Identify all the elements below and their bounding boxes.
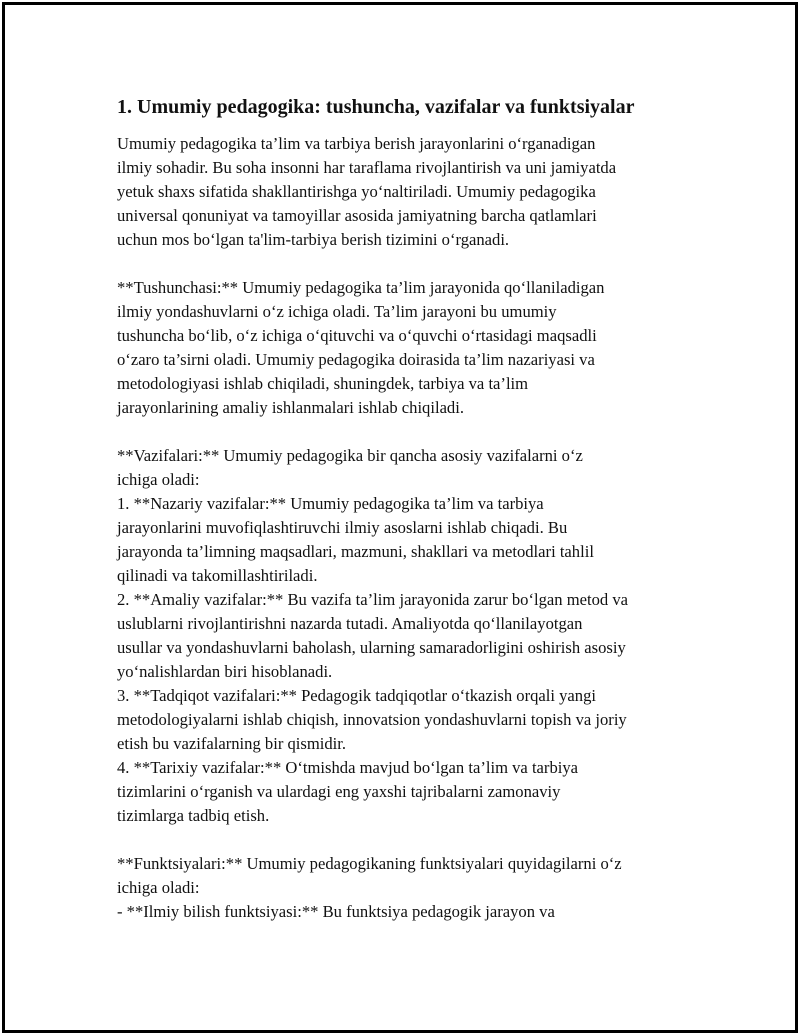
text-line: yetuk shaxs sifatida shakllantirishga yo‘naltiriladi. Umumiy pedagogika [117,182,596,201]
text-line: ichiga oladi: [117,878,200,897]
vazifalari-paragraph [117,444,702,828]
intro-paragraph [117,132,702,252]
text-line: Umumiy pedagogika ta’lim va tarbiya berish jarayonlarini o‘rganadigan [117,134,596,153]
text-line: 2. **Amaliy vazifalar:** Bu vazifa ta’lim jarayonida zarur bo‘lgan metod va [117,590,628,609]
document-body [117,93,702,924]
text-line: 1. **Nazariy vazifalar:** Umumiy pedagogika ta’lim va tarbiya [117,494,544,513]
text-line: metodologiyasi ishlab chiqiladi, shuningdek, tarbiya va ta’lim [117,374,529,393]
text-line: 4. **Tarixiy vazifalar:** O‘tmishda mavjud bo‘lgan ta’lim va tarbiya [117,758,579,777]
paragraph-spacer [117,828,702,852]
text-line: ilmiy sohadir. Bu soha insonni har taraflama rivojlantirish va uni jamiyatda [117,158,617,177]
text-line: tizimlarga tadbiq etish. [117,806,270,825]
text-line: tizimlarini o‘rganish va ulardagi eng yaxshi tajribalarni zamonaviy [117,782,561,801]
text-line: metodologiyalarni ishlab chiqish, innovatsion yondashuvlarni topish va joriy [117,710,627,729]
text-line: uchun mos bo‘lgan ta'lim-tarbiya berish tizimini o‘rganadi. [117,230,510,249]
text-line: **Tushunchasi:** Umumiy pedagogika ta’lim jarayonida qo‘llaniladigan [117,278,605,297]
text-line: jarayonlarining amaliy ishlanmalari ishlab chiqiladi. [117,398,464,417]
text-line: uslublarni rivojlantirishni nazarda tutadi. Amaliyotda qo‘llanilayotgan [117,614,583,633]
text-line: etish bu vazifalarning bir qismidir. [117,734,347,753]
text-line: usullar va yondashuvlarni baholash, ularning samaradorligini oshirish asosiy [117,638,626,657]
text-line: **Funktsiyalari:** Umumiy pedagogikaning funktsiyalari quyidagilarni o‘z [117,854,622,873]
text-line: jarayonda ta’limning maqsadlari, mazmuni, shakllari va metodlari tahlil [117,542,594,561]
document-title: 1. Umumiy pedagogika: tushuncha, vazifalar va funktsiyalar [117,96,635,118]
text-line: yo‘nalishlardan biri hisoblanadi. [117,662,333,681]
paragraph-spacer [117,420,702,444]
text-line: jarayonlarini muvofiqlashtiruvchi ilmiy asoslarni ishlab chiqadi. Bu [117,518,568,537]
funktsiyalari-paragraph [117,852,702,924]
text-line: ilmiy yondashuvlarni o‘z ichiga oladi. Ta’lim jarayoni bu umumiy [117,302,557,321]
paragraph-spacer [117,252,702,276]
text-line: universal qonuniyat va tamoyillar asosida jamiyatning barcha qatlamlari [117,206,597,225]
text-line: **Vazifalari:** Umumiy pedagogika bir qancha asosiy vazifalarni o‘z [117,446,583,465]
text-line: - **Ilmiy bilish funktsiyasi:** Bu funktsiya pedagogik jarayon va [117,902,555,921]
text-line: ichiga oladi: [117,470,200,489]
tushunchasi-paragraph [117,276,702,420]
text-line: o‘zaro ta’sirni oladi. Umumiy pedagogika doirasida ta’lim nazariyasi va [117,350,595,369]
text-line: 3. **Tadqiqot vazifalari:** Pedagogik tadqiqotlar o‘tkazish orqali yangi [117,686,597,705]
text-line: qilinadi va takomillashtiriladi. [117,566,318,585]
text-line: tushuncha bo‘lib, o‘z ichiga o‘qituvchi va o‘quvchi o‘rtasidagi maqsadli [117,326,597,345]
